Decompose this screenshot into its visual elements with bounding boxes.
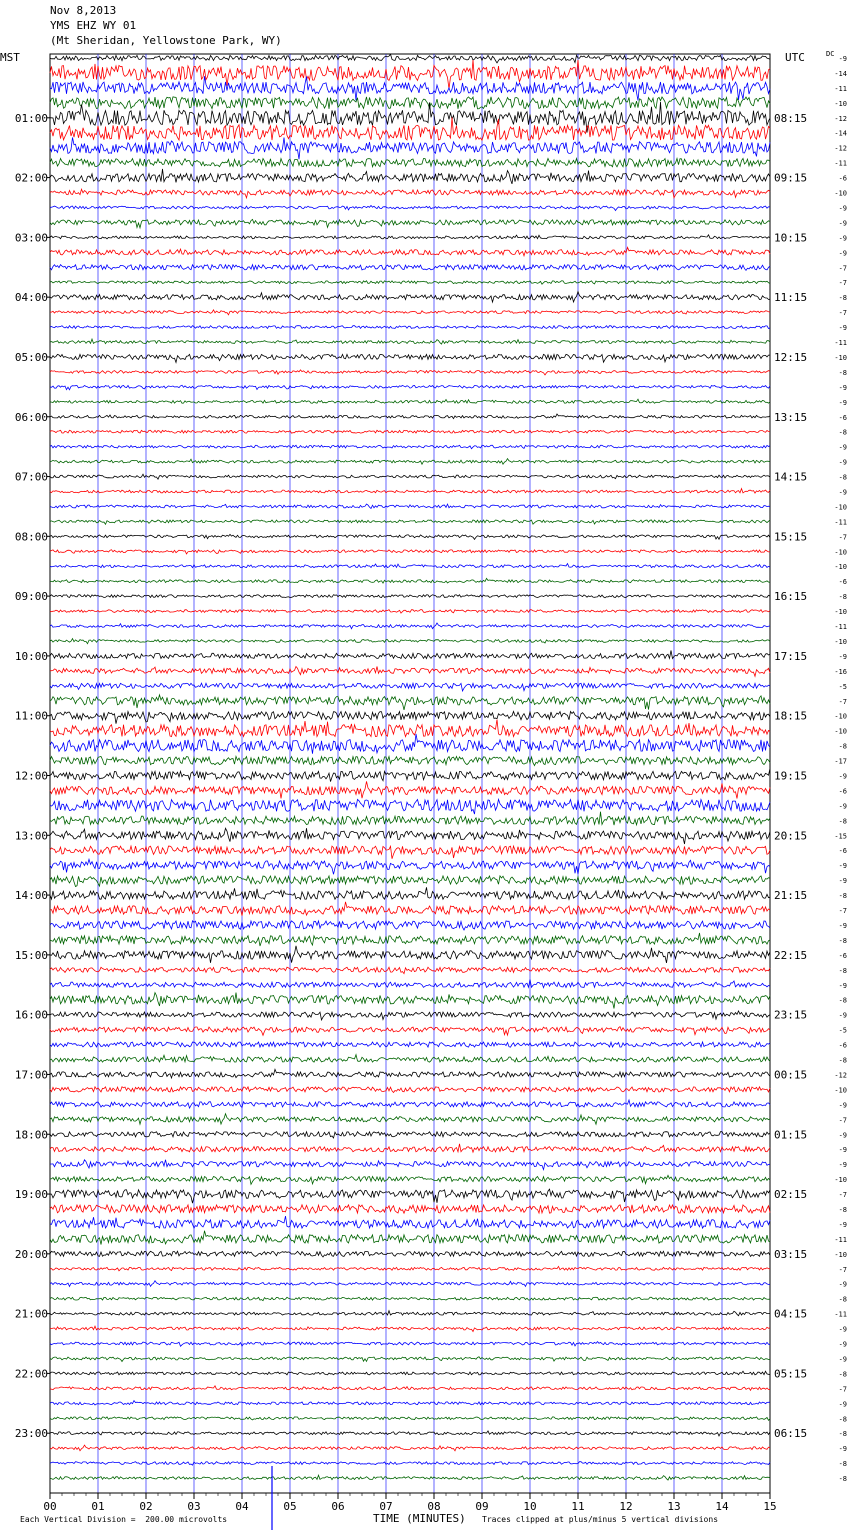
dc-offset-label: -9 <box>838 1011 847 1020</box>
dc-offset-label: -10 <box>834 503 847 512</box>
x-tick-label: 14 <box>715 1500 729 1513</box>
utc-hour-label: 15:15 <box>774 530 808 544</box>
dc-offset-label: -8 <box>838 294 847 303</box>
utc-hour-label: 02:15 <box>774 1188 808 1202</box>
utc-hour-label: 14:15 <box>774 470 808 484</box>
dc-offset-label: -8 <box>838 428 847 437</box>
clip-note: Traces clipped at plus/minus 5 vertical divisions <box>482 1515 719 1524</box>
trace-row <box>50 97 770 109</box>
utc-hour-label: 08:15 <box>774 111 808 125</box>
dc-offset-label: -11 <box>834 339 847 348</box>
dc-offset-label: -9 <box>838 219 847 228</box>
dc-offset-label: -6 <box>838 413 847 422</box>
mst-hour-label: 15:00 <box>14 948 48 962</box>
utc-hour-label: 11:15 <box>774 291 808 305</box>
utc-hour-label: 22:15 <box>774 948 808 962</box>
trace-row <box>50 1144 770 1152</box>
trace-row <box>50 292 770 303</box>
dc-offset-label: -6 <box>838 787 847 796</box>
utc-hour-label: 03:15 <box>774 1247 808 1261</box>
trace-row <box>50 846 770 859</box>
dc-offset-label: -9 <box>838 1325 847 1334</box>
trace-row <box>50 921 770 930</box>
x-tick-label: 15 <box>763 1500 777 1513</box>
dc-offset-label: -7 <box>838 907 847 916</box>
trace-row <box>50 1205 770 1213</box>
dc-offset-label: -10 <box>834 1176 847 1185</box>
trace-row <box>50 720 770 737</box>
mst-hour-label: 04:00 <box>14 291 48 305</box>
dc-offset-label: -7 <box>838 1265 847 1274</box>
trace-row <box>50 354 770 362</box>
utc-hour-label: 13:15 <box>774 410 808 424</box>
dc-offset-label: -10 <box>834 712 847 721</box>
trace-row <box>50 414 770 419</box>
dc-offset-label: -9 <box>838 1101 847 1110</box>
trace-row <box>50 887 770 899</box>
dc-offset-label: -9 <box>838 981 847 990</box>
trace-row <box>50 520 770 524</box>
right-timezone-label: UTC <box>785 51 805 64</box>
trace-row <box>50 1160 770 1170</box>
trace-row <box>50 1417 770 1420</box>
dc-offset-label: -9 <box>838 488 847 497</box>
dc-offset-label: -9 <box>838 1280 847 1289</box>
dc-offset-label: -10 <box>834 353 847 362</box>
trace-row <box>50 310 770 315</box>
trace-row <box>50 876 770 887</box>
dc-offset-label: -9 <box>838 443 847 452</box>
dc-offset-label: -10 <box>834 189 847 198</box>
x-tick-label: 01 <box>91 1500 105 1513</box>
trace-row <box>50 695 770 710</box>
trace-row <box>50 189 770 198</box>
dc-offset-label: -8 <box>838 1205 847 1214</box>
trace-row <box>50 1266 770 1270</box>
trace-row <box>50 281 770 284</box>
dc-offset-label: -10 <box>834 727 847 736</box>
dc-offset-label: -17 <box>834 757 847 766</box>
trace-row <box>50 756 770 765</box>
dc-offset-label: -11 <box>834 1310 847 1319</box>
dc-offset-label: -6 <box>838 951 847 960</box>
mst-hour-label: 03:00 <box>14 231 48 245</box>
dc-offset-label: -12 <box>834 114 847 123</box>
dc-offset-label: -11 <box>834 623 847 632</box>
dc-offset-label: -9 <box>838 921 847 930</box>
trace-row <box>50 902 770 916</box>
trace-row <box>50 370 770 375</box>
trace-row <box>50 219 770 228</box>
dc-offset-label: -9 <box>838 1146 847 1155</box>
dc-offset-label: -9 <box>838 877 847 886</box>
dc-offset-label: -11 <box>834 518 847 527</box>
dc-offset-label: -6 <box>838 174 847 183</box>
dc-offset-label: -9 <box>838 1400 847 1409</box>
trace-row <box>50 235 770 239</box>
x-tick-label: 13 <box>667 1500 681 1513</box>
trace-row <box>50 610 770 613</box>
dc-offset-label: -10 <box>834 1086 847 1095</box>
dc-offset-label: -7 <box>838 309 847 318</box>
location-label: (Mt Sheridan, Yellowstone Park, WY) <box>50 34 282 47</box>
trace-row <box>50 1100 770 1108</box>
dc-offset-label: -10 <box>834 548 847 557</box>
trace-row <box>50 1251 770 1257</box>
dc-offset-label: -11 <box>834 84 847 93</box>
trace-row <box>50 667 770 677</box>
trace-row <box>50 247 770 256</box>
dc-offset-label: -9 <box>838 1355 847 1364</box>
scale-note: Each Vertical Division = 200.00 microvolts <box>20 1515 228 1524</box>
trace-row <box>50 265 770 271</box>
mst-hour-label: 06:00 <box>14 410 48 424</box>
trace-row <box>50 651 770 659</box>
dc-offset-label: -12 <box>834 1071 847 1080</box>
trace-row <box>50 979 770 987</box>
dc-offset-label: -9 <box>838 652 847 661</box>
dc-offset-label: -10 <box>834 563 847 572</box>
utc-hour-label: 12:15 <box>774 350 808 364</box>
trace-row <box>50 1231 770 1245</box>
trace-row <box>50 489 770 494</box>
utc-hour-label: 23:15 <box>774 1008 808 1022</box>
x-tick-label: 00 <box>43 1500 57 1513</box>
dc-offset-label: -8 <box>838 1415 847 1424</box>
mst-hour-label: 19:00 <box>14 1188 48 1202</box>
dc-offset-label: -14 <box>834 69 847 78</box>
trace-row <box>50 967 770 973</box>
x-tick-label: 08 <box>427 1500 441 1513</box>
trace-row <box>50 1371 770 1375</box>
dc-offset-label: -10 <box>834 1250 847 1259</box>
mst-hour-label: 21:00 <box>14 1307 48 1321</box>
trace-row <box>50 60 770 89</box>
trace-row <box>50 137 770 159</box>
trace-row <box>50 1475 770 1480</box>
trace-row <box>50 169 770 184</box>
dc-offset-label: -7 <box>838 1385 847 1394</box>
station-label: YMS EHZ WY 01 <box>50 19 137 32</box>
dc-offset-label: -9 <box>838 55 847 63</box>
trace-row <box>50 1216 770 1228</box>
dc-offset-label: -9 <box>838 802 847 811</box>
utc-hour-label: 01:15 <box>774 1128 808 1142</box>
dc-offset-label: -8 <box>838 742 847 751</box>
dc-offset-label: -8 <box>838 1460 847 1469</box>
trace-row <box>50 1445 770 1451</box>
x-tick-label: 02 <box>139 1500 153 1513</box>
trace-row <box>50 1297 770 1300</box>
trace-row <box>50 206 770 211</box>
dc-offset-label: -8 <box>838 892 847 901</box>
trace-row <box>50 639 770 644</box>
dc-offset-label: -8 <box>838 966 847 975</box>
dc-offset-label: -9 <box>838 1445 847 1454</box>
dc-offset-label: -8 <box>838 936 847 945</box>
utc-hour-label: 19:15 <box>774 769 808 783</box>
dc-offset-label: -10 <box>834 608 847 617</box>
trace-row <box>50 159 770 167</box>
trace-row <box>50 799 770 814</box>
dc-offset-label: -6 <box>838 847 847 856</box>
dc-offset-label: -8 <box>838 1370 847 1379</box>
x-axis-title: TIME (MINUTES) <box>373 1512 466 1525</box>
utc-hour-label: 21:15 <box>774 889 808 903</box>
trace-row <box>50 578 770 583</box>
utc-hour-label: 05:15 <box>774 1367 808 1381</box>
trace-row <box>50 859 770 874</box>
dc-offset-label: -15 <box>834 832 847 841</box>
utc-hour-label: 04:15 <box>774 1307 808 1321</box>
utc-hour-label: 00:15 <box>774 1068 808 1082</box>
x-tick-label: 03 <box>187 1500 201 1513</box>
dc-offset-label: -6 <box>838 1041 847 1050</box>
mst-hour-label: 18:00 <box>14 1128 48 1142</box>
trace-row <box>50 768 770 781</box>
dc-offset-label: -8 <box>838 1295 847 1304</box>
dc-offset-label: -11 <box>834 1235 847 1244</box>
dc-offset-label: -7 <box>838 1191 847 1200</box>
dc-offset-label: -10 <box>834 637 847 646</box>
dc-offset-label: -6 <box>838 578 847 587</box>
x-tick-label: 05 <box>283 1500 297 1513</box>
trace-row <box>50 445 770 448</box>
trace-row <box>50 828 770 844</box>
dc-offset-label: -8 <box>838 1475 847 1484</box>
dc-offset-label: -9 <box>838 383 847 392</box>
x-tick-label: 07 <box>379 1500 393 1513</box>
trace-row <box>50 933 770 946</box>
trace-row <box>50 326 770 329</box>
trace-row <box>50 1401 770 1405</box>
dc-offset-label: -9 <box>838 1220 847 1229</box>
trace-row <box>50 399 770 403</box>
utc-hour-label: 17:15 <box>774 649 808 663</box>
x-tick-label: 12 <box>619 1500 633 1513</box>
dc-offset-label: -8 <box>838 473 847 482</box>
dc-offset-label: -9 <box>838 1340 847 1349</box>
trace-row <box>50 1011 770 1020</box>
trace-row <box>50 504 770 508</box>
trace-row <box>50 623 770 629</box>
trace-row <box>50 595 770 598</box>
dc-offset-label: -8 <box>838 996 847 1005</box>
trace-row <box>50 712 770 724</box>
trace-row <box>50 430 770 433</box>
dc-offset-label: -14 <box>834 129 847 138</box>
dc-offset-label: -8 <box>838 593 847 602</box>
dc-offset-label: -9 <box>838 249 847 258</box>
mst-hour-label: 16:00 <box>14 1008 48 1022</box>
trace-row <box>50 1326 770 1331</box>
dc-offset-label: -9 <box>838 1131 847 1140</box>
trace-row <box>50 1462 770 1465</box>
trace-row <box>50 993 770 1009</box>
dc-offset-label: -11 <box>834 159 847 168</box>
trace-row <box>50 1386 770 1391</box>
trace-row <box>50 1132 770 1138</box>
mst-hour-label: 20:00 <box>14 1247 48 1261</box>
trace-row <box>50 1311 770 1316</box>
trace-row <box>50 1055 770 1062</box>
utc-hour-label: 09:15 <box>774 171 808 185</box>
trace-row <box>50 1281 770 1287</box>
dc-offset-label: -7 <box>838 264 847 273</box>
utc-hour-label: 18:15 <box>774 709 808 723</box>
trace-row <box>50 1189 770 1203</box>
x-tick-label: 04 <box>235 1500 249 1513</box>
dc-offset-label: -9 <box>838 1161 847 1170</box>
mst-hour-label: 12:00 <box>14 769 48 783</box>
mst-hour-label: 01:00 <box>14 111 48 125</box>
left-timezone-label: MST <box>0 51 20 64</box>
dc-offset-label: -9 <box>838 204 847 213</box>
dc-offset-label: -5 <box>838 682 847 691</box>
dc-label: DC <box>826 50 835 58</box>
utc-hour-label: 16:15 <box>774 590 808 604</box>
date-label: Nov 8,2013 <box>50 4 117 17</box>
mst-hour-label: 05:00 <box>14 350 48 364</box>
dc-offset-label: -9 <box>838 324 847 333</box>
mst-hour-label: 02:00 <box>14 171 48 185</box>
x-tick-label: 09 <box>475 1500 489 1513</box>
trace-row <box>50 534 770 539</box>
trace-row <box>50 1357 770 1362</box>
trace-row <box>50 550 770 554</box>
utc-hour-label: 06:15 <box>774 1427 808 1441</box>
dc-offset-label: -9 <box>838 862 847 871</box>
mst-hour-label: 23:00 <box>14 1427 48 1441</box>
trace-row <box>50 1027 770 1036</box>
x-tick-label: 10 <box>523 1500 537 1513</box>
dc-offset-label: -7 <box>838 697 847 706</box>
dc-offset-label: -10 <box>834 99 847 108</box>
dc-offset-label: -8 <box>838 368 847 377</box>
dc-offset-label: -9 <box>838 398 847 407</box>
trace-row <box>50 564 770 568</box>
trace-row <box>50 781 770 798</box>
mst-hour-label: 17:00 <box>14 1068 48 1082</box>
trace-row <box>50 54 770 63</box>
trace-row <box>50 812 770 825</box>
dc-offset-label: -9 <box>838 772 847 781</box>
dc-offset-label: -9 <box>838 458 847 467</box>
trace-row <box>50 1069 770 1078</box>
trace-row <box>50 683 770 691</box>
mst-hour-label: 11:00 <box>14 709 48 723</box>
trace-row <box>50 474 770 479</box>
dc-offset-label: -8 <box>838 1430 847 1439</box>
trace-row <box>50 946 770 963</box>
trace-row <box>50 1042 770 1047</box>
dc-offset-label: -7 <box>838 279 847 288</box>
x-tick-label: 11 <box>571 1500 585 1513</box>
utc-hour-label: 10:15 <box>774 231 808 245</box>
mst-hour-label: 13:00 <box>14 829 48 843</box>
dc-offset-label: -8 <box>838 1056 847 1065</box>
dc-offset-label: -9 <box>838 234 847 243</box>
mst-hour-label: 07:00 <box>14 470 48 484</box>
mst-hour-label: 10:00 <box>14 649 48 663</box>
mst-hour-label: 14:00 <box>14 889 48 903</box>
trace-row <box>50 459 770 465</box>
trace-row <box>50 734 770 754</box>
x-tick-label: 06 <box>331 1500 345 1513</box>
mst-hour-label: 22:00 <box>14 1367 48 1381</box>
trace-row <box>50 1342 770 1347</box>
dc-offset-label: -8 <box>838 817 847 826</box>
dc-offset-label: -7 <box>838 533 847 542</box>
dc-offset-label: -16 <box>834 667 847 676</box>
utc-hour-label: 20:15 <box>774 829 808 843</box>
trace-row <box>50 339 770 344</box>
trace-row <box>50 1114 770 1125</box>
dc-offset-label: -12 <box>834 144 847 153</box>
dc-offset-label: -5 <box>838 1026 847 1035</box>
trace-row <box>50 1087 770 1093</box>
trace-row <box>50 1175 770 1184</box>
dc-offset-label: -7 <box>838 1116 847 1125</box>
trace-row <box>50 385 770 390</box>
trace-row <box>50 1431 770 1436</box>
mst-hour-label: 09:00 <box>14 590 48 604</box>
mst-hour-label: 08:00 <box>14 530 48 544</box>
